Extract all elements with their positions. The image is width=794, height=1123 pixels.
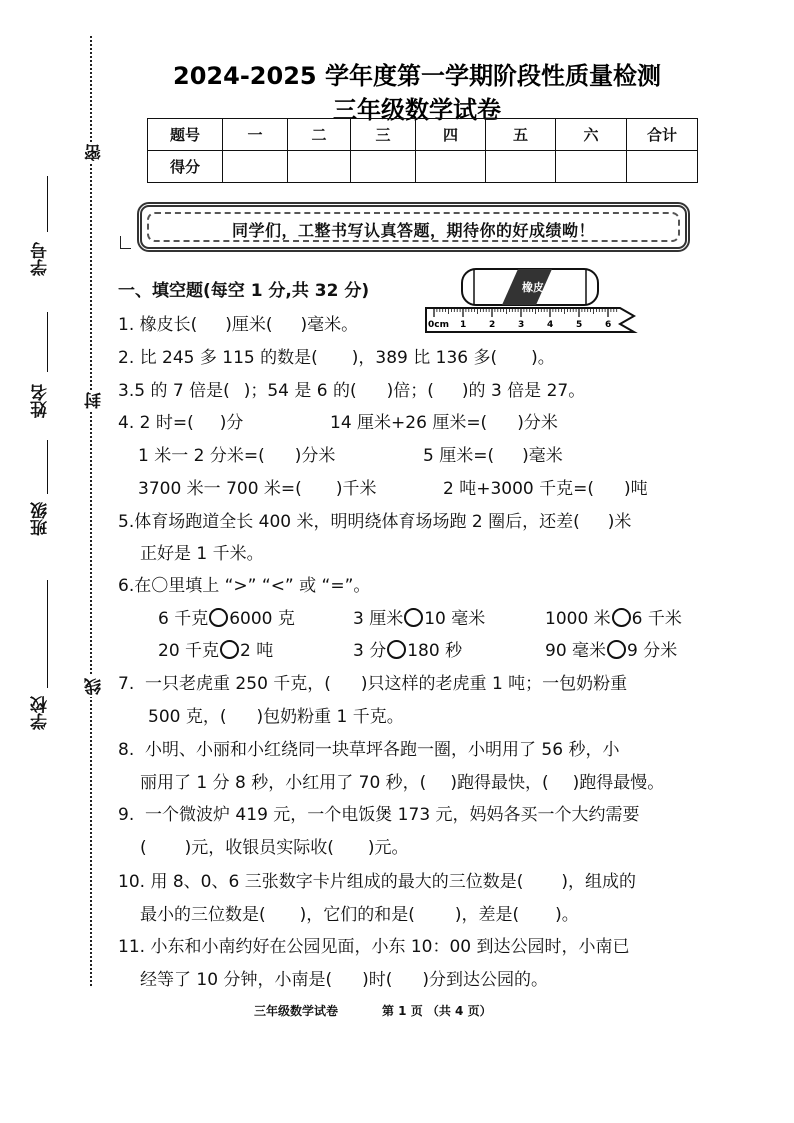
compare-right: 6 千米 [631, 609, 682, 629]
compare-circle[interactable] [387, 640, 406, 659]
q10-text: 10. 用 8、0、6 三张数字卡片组成的最大的三位数是( [118, 872, 524, 892]
question-11: 11. 小东和小南约好在公园见面，小东 10：00 到达公园时，小南已 [118, 937, 630, 957]
compare-right: 180 秒 [407, 641, 463, 661]
q4-text: )毫米 [522, 446, 563, 466]
q5-text: 5.体育场跑道全长 400 米，明明绕体育场场跑 2 圈后，还差( [118, 512, 580, 532]
compare-item [545, 604, 682, 629]
question-4-part-e [138, 474, 376, 499]
score-table-header-row [148, 119, 698, 151]
compare-circle[interactable] [220, 640, 239, 659]
ruler-tick-label: 6 [605, 320, 612, 330]
school-label: 学校 [31, 696, 51, 730]
school-blank [47, 580, 48, 688]
q8-text: 丽用了 1 分 8 秒，小红用了 70 秒，( [140, 773, 427, 793]
q10-text: )，它们的和是( [299, 905, 415, 925]
q2-text: )，389 比 136 多( [351, 348, 498, 368]
question-7-continued [148, 702, 404, 727]
q7-text: 500 克，( [148, 707, 227, 727]
header-cell: 四 [416, 119, 486, 151]
compare-circle[interactable] [404, 608, 423, 627]
compare-left: 20 千克 [158, 641, 220, 661]
q7-text: 7. 一只老虎重 250 千克，( [118, 674, 331, 694]
score-cell[interactable] [627, 151, 698, 183]
q2-text: 2. 比 245 多 115 的数是( [118, 348, 318, 368]
header-cell: 一 [223, 119, 288, 151]
seal-mark-feng: 封 [82, 390, 107, 411]
question-1 [118, 310, 358, 335]
name-label: 姓名 [31, 384, 51, 418]
seal-mark-xian: 线 [82, 676, 107, 697]
banner-corner-mark [120, 236, 131, 249]
question-5 [118, 507, 631, 532]
score-cell[interactable] [416, 151, 486, 183]
q4-text: )吨 [624, 479, 648, 499]
question-9: 9. 一个微波炉 419 元，一个电饭煲 173 元，妈妈各买一个大约需要 [118, 805, 640, 825]
q10-text: )，差是( [454, 905, 520, 925]
compare-circle[interactable] [209, 608, 228, 627]
q1-text: 1. 橡皮长( [118, 315, 198, 335]
q9-text: )元，收银员实际收( [184, 838, 334, 858]
question-8-continued [140, 768, 664, 793]
q4-text: 3700 米一 700 米=( [138, 479, 302, 499]
footer-exam-name: 三年级数学试卷 [254, 1004, 339, 1018]
q10-text: 最小的三位数是( [140, 905, 266, 925]
header-cell: 二 [288, 119, 351, 151]
question-4-part-b [330, 408, 558, 433]
question-11-continued [140, 965, 548, 990]
q4-text: )分米 [294, 446, 336, 466]
compare-item [353, 604, 485, 629]
student-number-label: 学号 [31, 242, 51, 276]
ruler-tick-label: 2 [489, 320, 496, 330]
q3-text: )的 3 倍是 27。 [461, 381, 586, 401]
class-blank [47, 440, 48, 494]
question-4-part-c [138, 441, 335, 466]
student-number-blank [47, 176, 48, 232]
q11-text: 经等了 10 分钟，小南是( [140, 970, 333, 990]
question-2 [118, 343, 555, 368]
compare-item [158, 604, 295, 629]
q2-text: )。 [531, 348, 555, 368]
q4-text: )分 [219, 413, 244, 433]
q8-text: )跑得最慢。 [572, 773, 665, 793]
compare-item [158, 636, 273, 661]
q3-text: )；54 是 6 的( [243, 381, 357, 401]
question-6: 6.在〇里填上 “>” “<” 或 “=”。 [118, 576, 371, 596]
q9-text: )元。 [367, 838, 409, 858]
header-cell: 题号 [148, 119, 223, 151]
q10-text: )。 [555, 905, 579, 925]
q4-text: )千米 [335, 479, 377, 499]
ruler-tick-label: 1 [460, 320, 467, 330]
q4-text: 4. 2 时=( [118, 413, 194, 433]
question-5-continued: 正好是 1 千米。 [140, 544, 264, 564]
ruler-tick-label: 3 [518, 320, 525, 330]
ruler-tick-label: 0cm [428, 320, 449, 330]
ruler-tick-label: 4 [547, 320, 554, 330]
question-10-continued [140, 900, 579, 925]
q1-text: )厘米( [225, 315, 273, 335]
header-cell: 六 [556, 119, 627, 151]
section-1-heading: 一、填空题(每空 1 分,共 32 分) [118, 281, 370, 301]
row-label-cell: 得分 [148, 151, 223, 183]
compare-right: 9 分米 [627, 641, 678, 661]
q9-text: ( [140, 838, 147, 858]
compare-right: 6000 克 [229, 609, 295, 629]
q11-text: )时( [362, 970, 393, 990]
exam-title: 2024-2025 学年度第一学期阶段性质量检测 [173, 62, 661, 90]
q11-text: )分到达公园的。 [422, 970, 548, 990]
score-cell[interactable] [556, 151, 627, 183]
compare-circle[interactable] [612, 608, 631, 627]
q4-text: 5 厘米=( [423, 446, 495, 466]
question-8: 8. 小明、小丽和小红绕同一块草坪各跑一圈，小明用了 56 秒，小 [118, 740, 620, 760]
score-table-score-row [148, 151, 698, 183]
compare-left: 3 厘米 [353, 609, 404, 629]
compare-left: 1000 米 [545, 609, 611, 629]
compare-right: 2 吨 [240, 641, 274, 661]
name-blank [47, 312, 48, 372]
q4-text: 14 厘米+26 厘米=( [330, 413, 488, 433]
q4-text: )分米 [517, 413, 558, 433]
q3-text: 3.5 的 7 倍是( [118, 381, 230, 401]
header-cell: 合计 [627, 119, 698, 151]
compare-left: 90 毫米 [545, 641, 607, 661]
compare-right: 10 毫米 [424, 609, 486, 629]
header-cell: 三 [351, 119, 416, 151]
question-3 [118, 376, 585, 401]
compare-item [545, 636, 677, 661]
q5-text: )米 [607, 512, 632, 532]
ruler-tick-label: 5 [576, 320, 583, 330]
class-label: 班级 [31, 502, 51, 536]
banner-text: 同学们，工整书写认真答题，期待你的好成绩呦！ [231, 221, 595, 240]
score-cell[interactable] [223, 151, 288, 183]
exam-subtitle: 三年级数学试卷 [333, 96, 501, 124]
score-cell[interactable] [288, 151, 351, 183]
q8-text: )跑得最快，( [450, 773, 549, 793]
compare-left: 6 千克 [158, 609, 209, 629]
footer-page-number: 第 1 页 （共 4 页） [382, 1004, 492, 1018]
ruler-eraser-figure [424, 266, 638, 338]
q7-text: )包奶粉重 1 千克。 [256, 707, 404, 727]
question-4-part-f [443, 474, 648, 499]
question-7 [118, 669, 627, 694]
score-table [147, 118, 698, 183]
q7-text: )只这样的老虎重 1 吨；一包奶粉重 [360, 674, 628, 694]
question-4-part-d [423, 441, 563, 466]
q3-text: )倍；( [386, 381, 434, 401]
compare-circle[interactable] [607, 640, 626, 659]
score-cell[interactable] [351, 151, 416, 183]
question-9-continued [140, 833, 409, 858]
question-4-part-a [118, 408, 243, 433]
score-cell[interactable] [486, 151, 556, 183]
header-cell: 五 [486, 119, 556, 151]
question-10 [118, 867, 636, 892]
q4-text: 1 米一 2 分米=( [138, 446, 265, 466]
encouragement-banner [137, 202, 690, 252]
compare-left: 3 分 [353, 641, 387, 661]
q10-text: )，组成的 [561, 872, 636, 892]
compare-item [353, 636, 462, 661]
q1-text: )毫米。 [300, 315, 359, 335]
seal-mark-mi: 密 [82, 142, 107, 163]
eraser-label: 橡皮 [522, 281, 544, 294]
binding-dotted-line [90, 36, 92, 986]
q4-text: 2 吨+3000 千克=( [443, 479, 595, 499]
